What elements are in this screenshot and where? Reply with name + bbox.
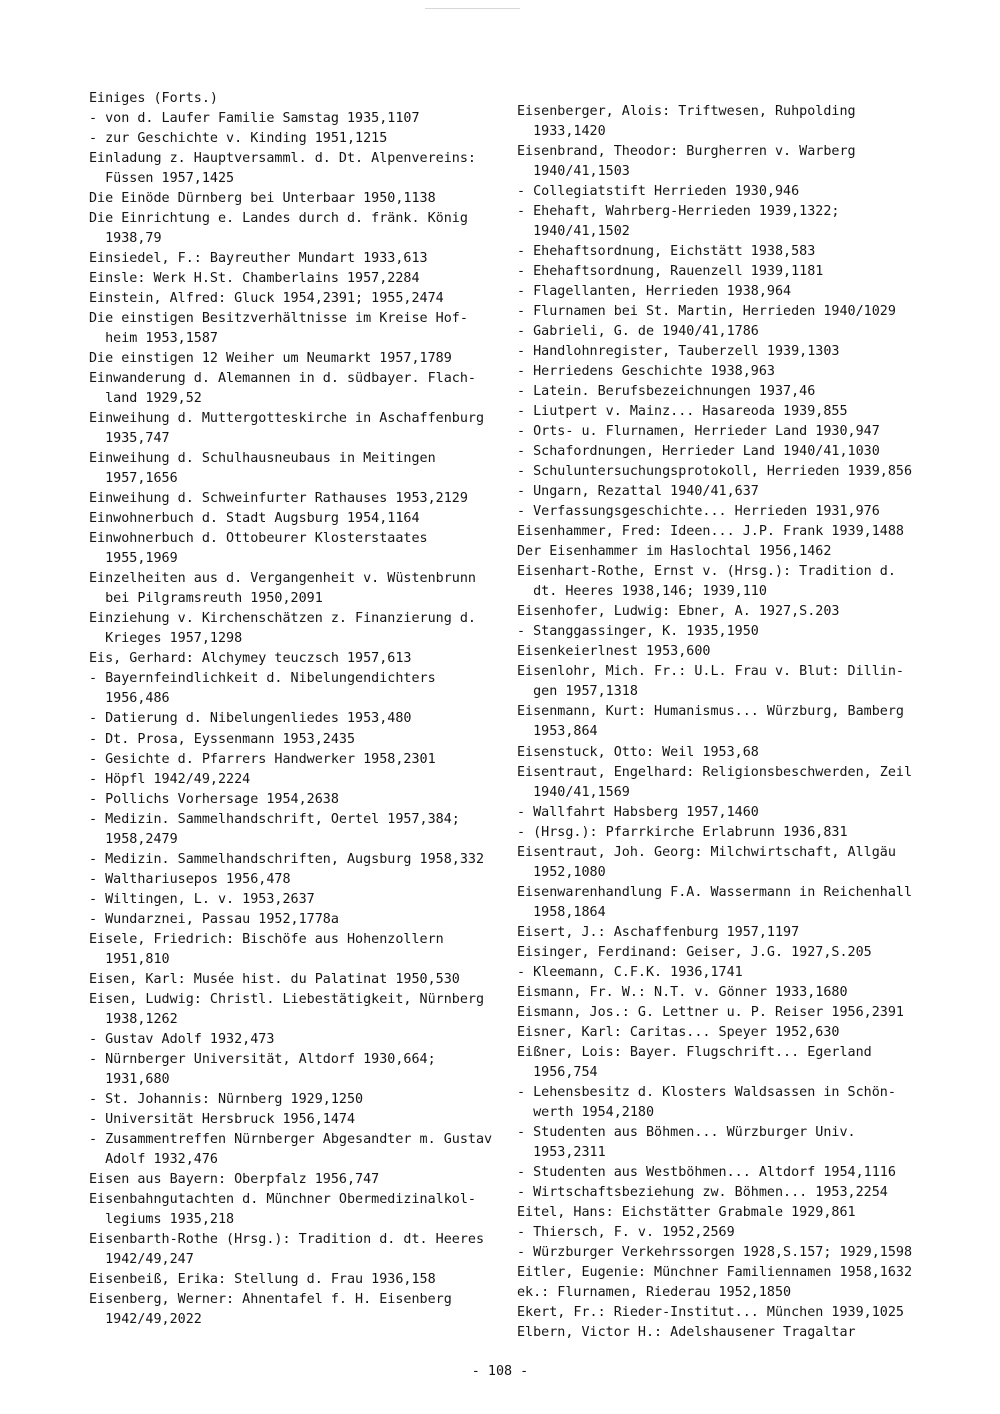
index-entry-line: 1951,810 (89, 951, 170, 967)
index-column-left (89, 89, 492, 1330)
index-entry-line: Die Einrichtung e. Landes durch d. fränk. König (89, 211, 468, 227)
index-entry-line: Eisenstuck, Otto: Weil 1953,68 (517, 744, 759, 760)
index-entry-line: 1938,1262 (89, 1011, 178, 1027)
index-entry-line: Die einstigen 12 Weiher um Neumarkt 1957,1789 (89, 351, 452, 367)
index-entry-line: - Dt. Prosa, Eyssenmann 1953,2435 (89, 731, 356, 747)
index-entry-line: - Bayernfeindlichkeit d. Nibelungendichters (89, 671, 436, 687)
index-entry-line: - von d. Laufer Familie Samstag 1935,1107 (89, 111, 420, 127)
index-entry-line: - Stanggassinger, K. 1935,1950 (517, 624, 759, 640)
index-entry-line: - Wirtschaftsbeziehung zw. Böhmen... 1953,2254 (517, 1184, 888, 1200)
index-entry-line: 1935,747 (89, 431, 170, 447)
index-entry-line: Eitel, Hans: Eichstätter Grabmale 1929,861 (517, 1204, 856, 1220)
index-entry-line: Eisenmann, Kurt: Humanismus... Würzburg, Bamberg (517, 704, 904, 720)
index-entry-line: land 1929,52 (89, 391, 202, 407)
index-entry-line: - Höpfl 1942/49,2224 (89, 771, 251, 787)
index-entry-line: bei Pilgramsreuth 1950,2091 (89, 591, 323, 607)
index-entry-line: Eisenbahngutachten d. Münchner Obermedizinalkol- (89, 1191, 476, 1207)
index-entry-line: - Flagellanten, Herrieden 1938,964 (517, 284, 792, 300)
index-entry-line: - Gesichte d. Pfarrers Handwerker 1958,2301 (89, 751, 436, 767)
index-entry-line: Eisenbarth-Rothe (Hrsg.): Tradition d. dt. Heeres (89, 1231, 485, 1247)
index-entry-line: Einweihung d. Schweinfurter Rathauses 1953,2129 (89, 491, 468, 507)
index-entry-line: Eisentraut, Joh. Georg: Milchwirtschaft, Allgäu (517, 844, 896, 860)
index-entry-line: - zur Geschichte v. Kinding 1951,1215 (89, 131, 388, 147)
index-entry-line: Eisenberger, Alois: Triftwesen, Ruhpolding (517, 104, 856, 119)
index-entry-line: - Gabrieli, G. de 1940/41,1786 (517, 324, 759, 340)
index-entry-line: Eis, Gerhard: Alchymey teuczsch 1957,613 (89, 651, 412, 667)
index-entry-line: Die einstigen Besitzverhältnisse im Kreise Hof- (89, 311, 468, 327)
index-entry-line: - Thiersch, F. v. 1952,2569 (517, 1224, 735, 1240)
index-entry-line: Einwohnerbuch d. Stadt Augsburg 1954,1164 (89, 511, 420, 527)
index-entry-line: Die Einöde Dürnberg bei Unterbaar 1950,1138 (89, 191, 436, 207)
index-entry-line: Eisinger, Ferdinand: Geiser, J.G. 1927,S.205 (517, 944, 872, 960)
index-entry-line: - Universität Hersbruck 1956,1474 (89, 1111, 356, 1127)
index-entry-line: werth 1954,2180 (517, 1104, 655, 1120)
index-entry-line: - Nürnberger Universität, Altdorf 1930,664; (89, 1051, 436, 1067)
index-entry-line: Füssen 1957,1425 (89, 171, 235, 187)
index-entry-line: Eisenbrand, Theodor: Burgherren v. Warberg (517, 144, 856, 160)
index-entry-line: Eisen, Karl: Musée hist. du Palatinat 1950,530 (89, 971, 460, 987)
index-entry-line: 1953,2311 (517, 1144, 606, 1160)
index-entry-line: Eisele, Friedrich: Bischöfe aus Hohenzollern (89, 931, 444, 947)
index-entry-line: - Datierung d. Nibelungenliedes 1953,480 (89, 711, 412, 727)
index-entry-line: Ekert, Fr.: Rieder-Institut... München 1939,1025 (517, 1304, 904, 1320)
index-entry-line: Adolf 1932,476 (89, 1151, 218, 1167)
index-entry-line: Eisenkeierlnest 1953,600 (517, 644, 711, 660)
index-entry-line: 1958,2479 (89, 831, 178, 847)
index-entry-line: Einwanderung d. Alemannen in d. südbayer. Flach- (89, 371, 476, 387)
index-entry-line: Eisenhammer, Fred: Ideen... J.P. Frank 1939,1488 (517, 524, 904, 540)
index-entry-line: 1938,79 (89, 231, 162, 247)
index-entry-line: - Latein. Berufsbezeichnungen 1937,46 (517, 384, 816, 400)
index-entry-line: Eisert, J.: Aschaffenburg 1957,1197 (517, 924, 800, 940)
index-entry-line: - Handlohnregister, Tauberzell 1939,1303 (517, 344, 840, 360)
index-entry-line: ek.: Flurnamen, Riederau 1952,1850 (517, 1284, 792, 1300)
top-rule (425, 8, 520, 9)
index-entry-line: - St. Johannis: Nürnberg 1929,1250 (89, 1091, 364, 1107)
index-entry-line: Einiges (Forts.) (89, 91, 218, 106)
index-entry-line: Eisentraut, Engelhard: Religionsbeschwerden, Zeil (517, 764, 913, 780)
index-entry-line: - Zusammentreffen Nürnberger Abgesandter m. Gustav (89, 1131, 493, 1147)
index-entry-line: Eisner, Karl: Caritas... Speyer 1952,630 (517, 1024, 840, 1040)
index-entry-line: - Studenten aus Böhmen... Würzburger Univ. (517, 1124, 856, 1140)
index-entry-line: Der Eisenhammer im Haslochtal 1956,1462 (517, 544, 832, 560)
index-entry-line: - Ehehaftsordnung, Rauenzell 1939,1181 (517, 264, 824, 280)
index-entry-line: Eisenhofer, Ludwig: Ebner, A. 1927,S.203 (517, 604, 840, 620)
index-entry-line: - Orts- u. Flurnamen, Herrieder Land 1930,947 (517, 424, 880, 440)
index-entry-line: gen 1957,1318 (517, 684, 638, 700)
index-entry-line: 1933,1420 (517, 124, 606, 140)
index-entry-line: Eismann, Fr. W.: N.T. v. Gönner 1933,1680 (517, 984, 848, 1000)
index-entry-line: - Gustav Adolf 1932,473 (89, 1031, 275, 1047)
index-entry-line: - Kleemann, C.F.K. 1936,1741 (517, 964, 743, 980)
index-entry-line: Eisenhart-Rothe, Ernst v. (Hrsg.): Tradition d. (517, 564, 896, 580)
index-entry-line: Einzelheiten aus d. Vergangenheit v. Wüstenbrunn (89, 571, 476, 587)
index-entry-line: - Ehehaftsordnung, Eichstätt 1938,583 (517, 244, 816, 260)
index-entry-line: Einweihung d. Schulhausneubaus in Meitingen (89, 451, 436, 467)
index-entry-line: - Ungarn, Rezattal 1940/41,637 (517, 484, 759, 500)
index-entry-line: Eisenbeiß, Erika: Stellung d. Frau 1936,158 (89, 1271, 436, 1287)
index-entry-line: Einsle: Werk H.St. Chamberlains 1957,2284 (89, 271, 420, 287)
index-entry-line: Einsiedel, F.: Bayreuther Mundart 1933,613 (89, 251, 428, 267)
index-entry-line: Eisen, Ludwig: Christl. Liebestätigkeit, Nürnberg (89, 991, 485, 1007)
index-entry-line: - Liutpert v. Mainz... Hasareoda 1939,855 (517, 404, 848, 420)
index-entry-line: 1942/49,2022 (89, 1311, 202, 1327)
index-entry-line: Eitler, Eugenie: Münchner Familiennamen 1958,1632 (517, 1264, 913, 1280)
index-entry-line: Elbern, Victor H.: Adelshausener Tragaltar (517, 1324, 856, 1340)
index-entry-line: 1953,864 (517, 724, 598, 740)
index-entry-line: 1958,1864 (517, 904, 606, 920)
index-entry-line: 1957,1656 (89, 471, 178, 487)
index-entry-line: heim 1953,1587 (89, 331, 218, 347)
index-entry-line: 1940/41,1503 (517, 164, 630, 180)
index-entry-line: Eismann, Jos.: G. Lettner u. P. Reiser 1956,2391 (517, 1004, 904, 1020)
index-entry-line: 1931,680 (89, 1071, 170, 1087)
index-entry-line: Eisen aus Bayern: Oberpfalz 1956,747 (89, 1171, 380, 1187)
index-entry-line: - Collegiatstift Herrieden 1930,946 (517, 184, 800, 200)
index-entry-line: Eißner, Lois: Bayer. Flugschrift... Egerland (517, 1044, 872, 1060)
index-entry-line: 1940/41,1502 (517, 224, 630, 240)
index-entry-line: - Ehehaft, Wahrberg-Herrieden 1939,1322; (517, 204, 840, 220)
index-entry-line: 1942/49,247 (89, 1251, 194, 1267)
page-number: - 108 - (471, 1364, 529, 1379)
index-entry-line: - Schafordnungen, Herrieder Land 1940/41,1030 (517, 444, 880, 460)
index-entry-line: Einwohnerbuch d. Ottobeurer Klosterstaates (89, 531, 428, 547)
index-entry-line: Eisenwarenhandlung F.A. Wassermann in Reichenhall (517, 884, 913, 900)
index-entry-line: - Herriedens Geschichte 1938,963 (517, 364, 775, 380)
index-entry-line: - Wallfahrt Habsberg 1957,1460 (517, 804, 759, 820)
index-entry-line: legiums 1935,218 (89, 1211, 235, 1227)
index-entry-line: Eisenberg, Werner: Ahnentafel f. H. Eisenberg (89, 1291, 452, 1307)
index-entry-line: Einziehung v. Kirchenschätzen z. Finanzierung d. (89, 611, 476, 627)
index-entry-line: - Lehensbesitz d. Klosters Waldsassen in Schön- (517, 1084, 896, 1100)
index-entry-line: - Wundarznei, Passau 1952,1778a (89, 911, 339, 927)
index-entry-line: - Flurnamen bei St. Martin, Herrieden 1940/1029 (517, 304, 896, 320)
index-entry-line: Einweihung d. Muttergotteskirche in Aschaffenburg (89, 411, 485, 427)
index-entry-line: - Würzburger Verkehrssorgen 1928,S.157; 1929,1598 (517, 1244, 913, 1260)
index-entry-line: Eisenlohr, Mich. Fr.: U.L. Frau v. Blut: Dillin- (517, 664, 904, 680)
index-entry-line: - Verfassungsgeschichte... Herrieden 1931,976 (517, 504, 880, 520)
index-entry-line: - Studenten aus Westböhmen... Altdorf 1954,1116 (517, 1164, 896, 1180)
index-entry-line: - Schuluntersuchungsprotokoll, Herrieden 1939,856 (517, 464, 913, 480)
index-entry-line: 1955,1969 (89, 551, 178, 567)
index-entry-line: - Medizin. Sammelhandschriften, Augsburg 1958,332 (89, 851, 485, 867)
index-entry-line: 1952,1080 (517, 864, 606, 880)
index-entry-line: - (Hrsg.): Pfarrkirche Erlabrunn 1936,831 (517, 824, 848, 840)
index-column-right (517, 102, 912, 1343)
index-entry-line: dt. Heeres 1938,146; 1939,110 (517, 584, 767, 600)
index-entry-line: Einstein, Alfred: Gluck 1954,2391; 1955,2474 (89, 291, 444, 307)
index-entry-line: - Walthariusepos 1956,478 (89, 871, 291, 887)
index-entry-line: - Pollichs Vorhersage 1954,2638 (89, 791, 339, 807)
index-entry-line: - Medizin. Sammelhandschrift, Oertel 1957,384; (89, 811, 460, 827)
index-entry-line: 1956,486 (89, 691, 170, 707)
index-entry-line: 1940/41,1569 (517, 784, 630, 800)
index-entry-line: Krieges 1957,1298 (89, 631, 243, 647)
index-entry-line: 1956,754 (517, 1064, 598, 1080)
index-entry-line: - Wiltingen, L. v. 1953,2637 (89, 891, 315, 907)
index-entry-line: Einladung z. Hauptversamml. d. Dt. Alpenvereins: (89, 151, 476, 167)
